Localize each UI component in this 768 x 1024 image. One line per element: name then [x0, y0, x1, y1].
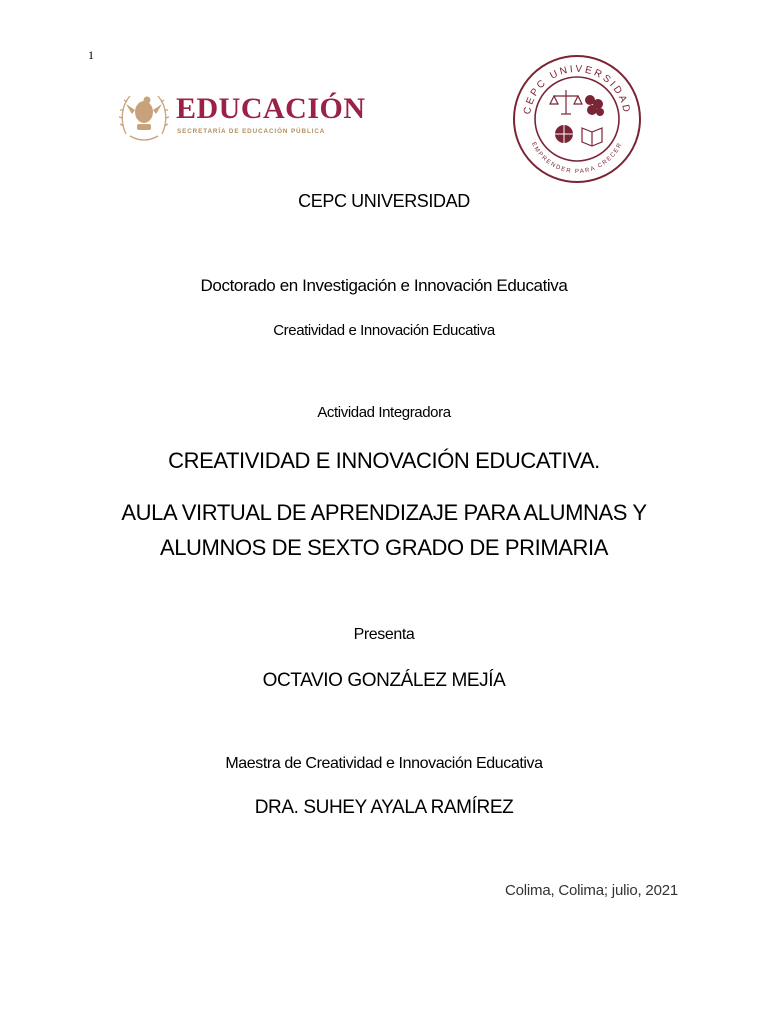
brain-icon	[585, 95, 604, 116]
cepc-seal-top-text: CEPC UNIVERSIDAD	[522, 63, 632, 116]
course-name: Creatividad e Innovación Educativa	[273, 322, 495, 339]
presenta-label: Presenta	[353, 626, 415, 643]
institution-name: CEPC UNIVERSIDAD	[298, 191, 470, 211]
globe-icon	[555, 125, 573, 143]
mexican-eagle-seal-icon	[118, 88, 170, 144]
page-number: 1	[88, 48, 94, 62]
cepc-universidad-seal	[512, 54, 642, 184]
teacher-role: Maestra de Creatividad e Innovación Educativa	[225, 755, 543, 772]
cepc-seal-bottom-text: EMPRENDER PARA CRECER	[530, 141, 624, 176]
scales-icon	[550, 90, 582, 114]
document-title-line-3: ALUMNOS DE SEXTO GRADO DE PRIMARIA	[159, 535, 609, 560]
teacher-name: DRA. SUHEY AYALA RAMÍREZ	[254, 797, 514, 818]
sep-wordmark: EDUCACIÓN	[176, 92, 366, 125]
book-icon	[582, 128, 602, 146]
program-name: Doctorado en Investigación e Innovación Educativa	[200, 276, 568, 295]
svg-text:EMPRENDER PARA CRECER	[530, 141, 624, 175]
document-title-line-1: CREATIVIDAD E INNOVACIÓN EDUCATIVA.	[168, 448, 600, 473]
sep-subtitle: SECRETARÍA DE EDUCACIÓN PÚBLICA	[177, 128, 326, 135]
document-title-line-2: AULA VIRTUAL DE APRENDIZAJE PARA ALUMNAS Y	[121, 500, 647, 525]
author-name: OCTAVIO GONZÁLEZ MEJÍA	[262, 670, 506, 691]
sep-logo	[118, 88, 368, 148]
svg-text:CEPC UNIVERSIDAD	[522, 64, 632, 116]
activity-label: Actividad Integradora	[317, 404, 451, 421]
place-and-date: Colima, Colima; julio, 2021	[504, 882, 678, 899]
